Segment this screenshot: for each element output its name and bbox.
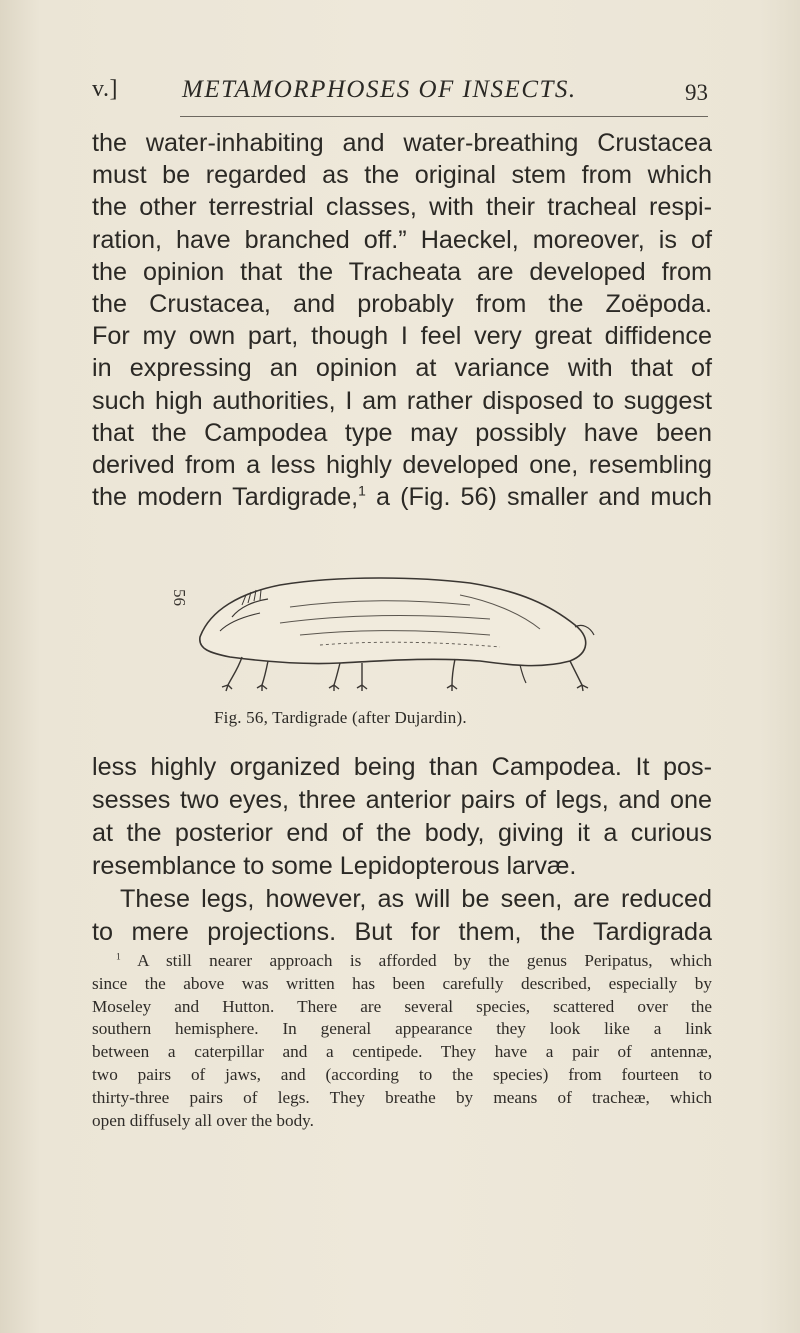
leg bbox=[447, 659, 457, 691]
footnote-line: two pairs of jaws, and (according to the species) from fourteen to bbox=[92, 1064, 712, 1084]
figure-side-number: 56 bbox=[170, 589, 189, 606]
running-header bbox=[92, 70, 708, 110]
paragraph-1 bbox=[92, 127, 712, 513]
footnote-line: thirty-three pairs of legs. They breathe by means of tracheæ, which bbox=[92, 1087, 712, 1107]
text-line: less highly organized being than Campodea. It pos- bbox=[92, 753, 712, 781]
text-line: the other terrestrial classes, with their tracheal respi- bbox=[92, 193, 712, 222]
text-line: the opinion that the Tracheata are developed from bbox=[92, 257, 712, 286]
footnote-line bbox=[92, 950, 712, 973]
leg bbox=[357, 663, 367, 691]
text-line: the water-inhabiting and water-breathing Crustacea bbox=[92, 129, 712, 157]
text-line: ration, have branched off.” Haeckel, moreover, is of bbox=[92, 225, 712, 254]
text-line: For my own part, though I feel very great diffidence bbox=[92, 322, 712, 351]
header-rule bbox=[180, 116, 708, 117]
text-line: derived from a less highly developed one, resembling bbox=[92, 451, 712, 480]
figure-56 bbox=[170, 565, 610, 705]
body-outline bbox=[200, 578, 586, 666]
leg bbox=[520, 665, 526, 683]
text-line: that the Campodea type may possibly have been bbox=[92, 418, 712, 447]
footnote-line: since the above was written has been carefully described, especially by bbox=[92, 973, 712, 993]
footnote-line: southern hemisphere. In general appearance they look like a link bbox=[92, 1019, 712, 1039]
chapter-number: v.] bbox=[92, 76, 118, 102]
text-line: in expressing an opinion at variance with that of bbox=[92, 354, 712, 383]
footnote bbox=[92, 950, 712, 1132]
text-line: These legs, however, as will be seen, are reduced bbox=[120, 885, 712, 913]
text-line: sesses two eyes, three anterior pairs of legs, and one bbox=[92, 786, 712, 814]
text-line: at the posterior end of the body, giving it a curious bbox=[92, 819, 712, 847]
footnote-line: between a caterpillar and a centipede. They have a pair of antennæ, bbox=[92, 1042, 712, 1062]
text-line: such high authorities, I am rather disposed to suggest bbox=[92, 386, 712, 415]
page-number: 93 bbox=[685, 80, 708, 105]
text-line: resemblance to some Lepidopterous larvæ. bbox=[92, 852, 577, 880]
leg bbox=[257, 661, 268, 691]
text-line bbox=[92, 481, 712, 513]
text-fragment: A still nearer approach is afforded by the genus Peripatus, which bbox=[120, 951, 712, 970]
text-fragment: the modern Tardigrade, bbox=[92, 483, 359, 512]
leg bbox=[222, 657, 242, 691]
text-fragment: a (Fig. 56) smaller and much bbox=[365, 483, 712, 512]
footnote-marker: 1 bbox=[116, 952, 121, 963]
text-line: the Crustacea, and probably from the Zoëpoda. bbox=[92, 290, 712, 319]
text-line: must be regarded as the original stem from which bbox=[92, 161, 712, 190]
paragraph-2 bbox=[92, 751, 712, 949]
footnote-line: Moseley and Hutton. There are several species, scattered over the bbox=[92, 996, 712, 1016]
text-line: to mere projections. But for them, the Tardigrada bbox=[92, 918, 712, 946]
footnote-reference: 1 bbox=[358, 482, 366, 499]
footnote-line: open diffusely all over the body. bbox=[92, 1110, 314, 1130]
figure-caption: Fig. 56, Tardigrade (after Dujardin). bbox=[214, 708, 467, 727]
leg bbox=[570, 661, 588, 691]
tardigrade-illustration bbox=[170, 565, 610, 705]
leg bbox=[329, 663, 340, 691]
running-title: METAMORPHOSES OF INSECTS. bbox=[182, 76, 577, 103]
